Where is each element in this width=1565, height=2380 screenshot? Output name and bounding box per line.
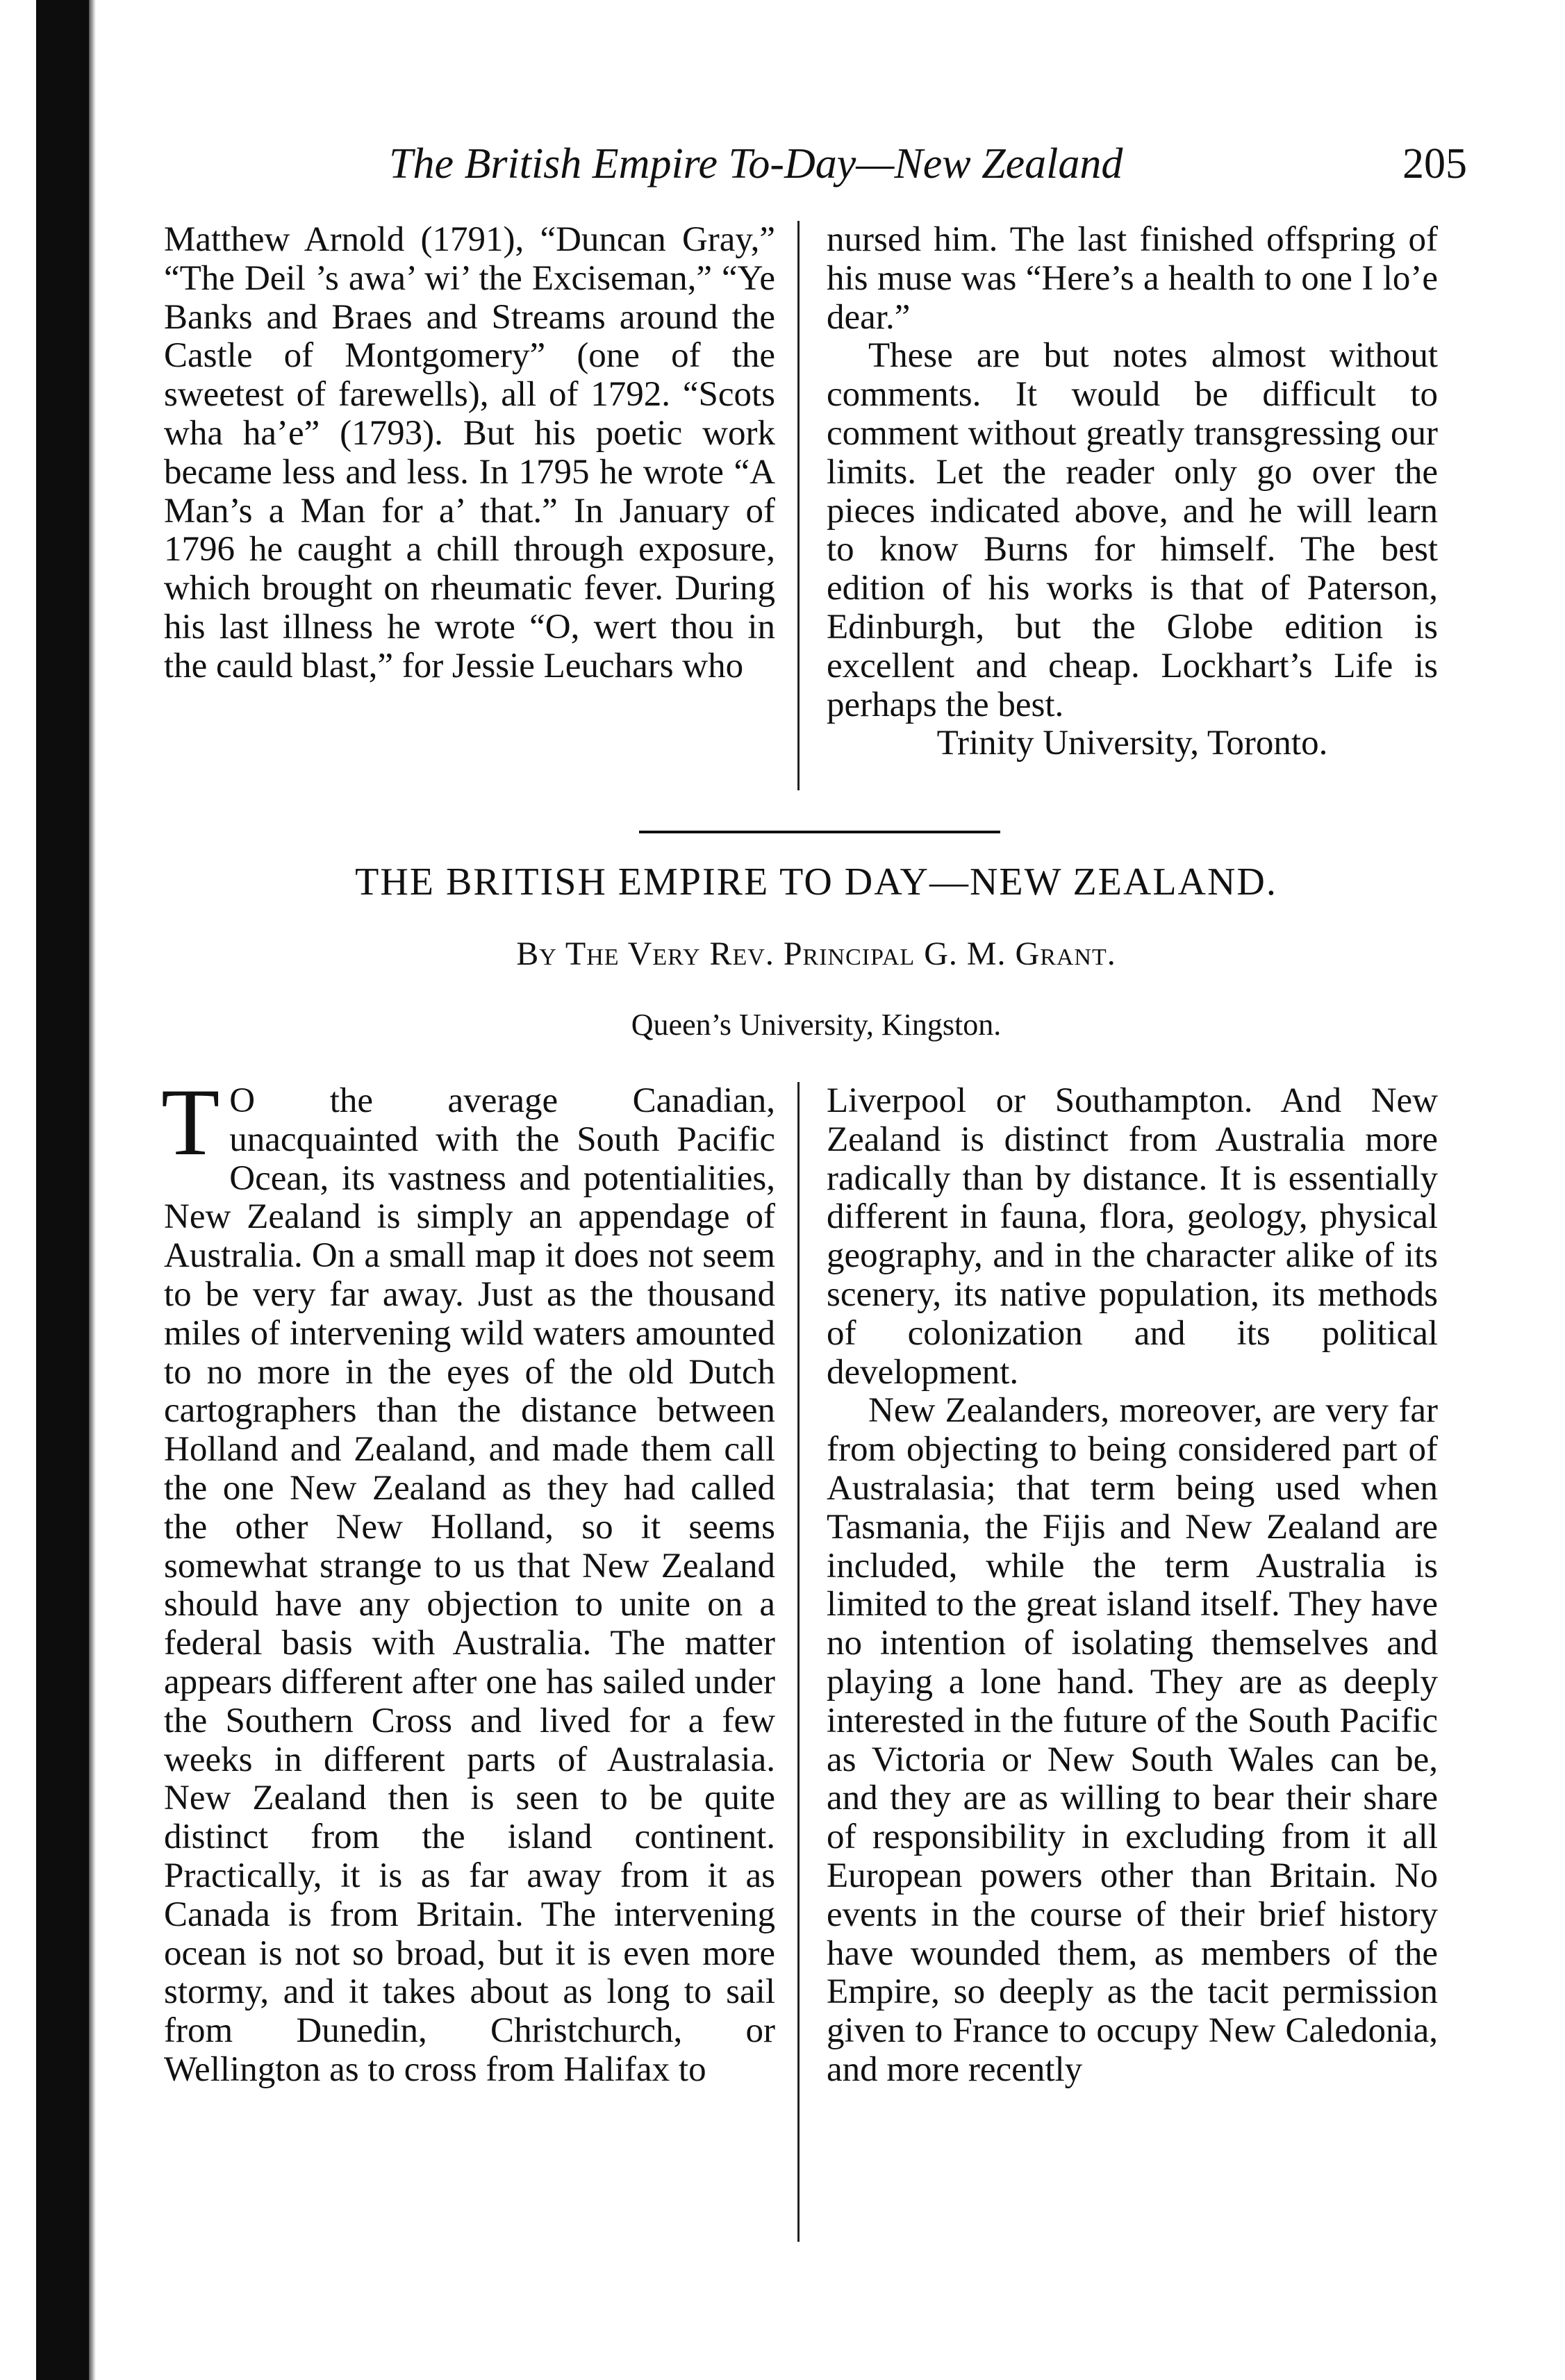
section-divider: [639, 831, 1000, 833]
article-paragraph: New Zealanders, moreover, are very far from objecting to being considered part of Australasia; that term being used when Tasmania, the Fijis and New Zealand are included, while the term Australia is limited to the great island itself. They have no intention of isolating themselves and playing a lone hand. They are as deeply interested in the future of the South Pacific as Victoria or New South Wales can be, and they are as willing to bear their share of responsibility in excluding from it all European powers other than Britain. No events in the course of their brief history have wounded them, as members of the Empire, so deeply as the tacit permission given to France to occupy New Caledonia, and more recently: [827, 1391, 1438, 2089]
column-divider: [797, 221, 800, 790]
article-byline: By The Very Rev. Principal G. M. Grant.: [516, 935, 1116, 972]
article-paragraph: Liverpool or Southampton. And New Zealand is distinct from Australia more radically than by distance. It is essentially different in fauna, flora, geology, physical geography, and in the character alike of its scenery, its native population, its methods of colonization and its political development.: [827, 1081, 1438, 1392]
scan-shadow: [89, 0, 96, 2380]
article-title: THE BRITISH EMPIRE TO DAY—NEW ZEALAND.: [355, 860, 1277, 904]
page-number: 205: [1402, 140, 1467, 188]
prev-article-left-column: [164, 221, 775, 686]
article-right-column: [827, 1082, 1438, 2090]
column-divider: [797, 1082, 800, 2242]
scan-binding-edge: [36, 0, 89, 2380]
running-head-title: The British Empire To-Day—New Zealand: [389, 140, 1123, 188]
article-affiliation: Queen’s University, Kingston.: [631, 1008, 1002, 1042]
document-page: [139, 0, 1493, 2380]
prev-article-right-column: [827, 221, 1438, 763]
prev-article-paragraph: nursed him. The last finished offspring of his muse was “Here’s a health to one I lo’e dear.”: [827, 220, 1438, 337]
drop-cap: T: [161, 1069, 220, 1175]
article-paragraph: [161, 1069, 775, 2090]
prev-article-paragraph: Matthew Arnold (1791), “Duncan Gray,” “The Deil ’s awa’ wi’ the Exciseman,” “Ye Banks and Braes and Streams around the Castle of Montgomery” (one of the sweetest of farewells), all of 1792. “Scots wha ha’e” (1793). But his poetic work became less and less. In 1795 he wrote “A Man’s a Man for a’ that.” In January of 1796 he caught a chill through exposure, which brought on rheumatic fever. During his last illness he wrote “O, wert thou in the cauld blast,” for Jessie Leuchars who: [164, 220, 775, 685]
article-paragraph-text: O the average Canadian, unacquainted with the South Pacific Ocean, its vastness and potentialities, New Zealand is simply an appendage of Australia. On a small map it does not seem to be very far away. Just as the thousand miles of intervening wild waters amounted to no more in the eyes of the old Dutch cartographers than the distance between Holland and Zealand, and made them call the one New Zealand as they had called the other New Holland, so it seems somewhat strange to us that New Zealand should have any objection to unite on a federal basis with Australia. The matter appears different after one has sailed under the Southern Cross and lived for a few weeks in different parts of Australasia. New Zealand then is seen to be quite distinct from the island continent. Practically, it is as far away from it as Canada is from Britain. The intervening ocean is not so broad, but it is even more stormy, and it takes about as long to sail from Dunedin, Christchurch, or Wellington as to cross from Halifax to: [164, 1081, 775, 2089]
article-left-column: [161, 1069, 775, 2090]
prev-article-paragraph: These are but notes almost without comments. It would be difficult to comment without greatly transgressing our limits. Let the reader only go over the pieces indicated above, and he will learn to know Burns for himself. The best edition of his works is that of Paterson, Edinburgh, but the Globe edition is excellent and cheap. Lockhart’s Life is perhaps the best.: [827, 336, 1438, 724]
prev-article-signature: Trinity University, Toronto.: [936, 724, 1328, 763]
running-head: [139, 136, 1493, 192]
